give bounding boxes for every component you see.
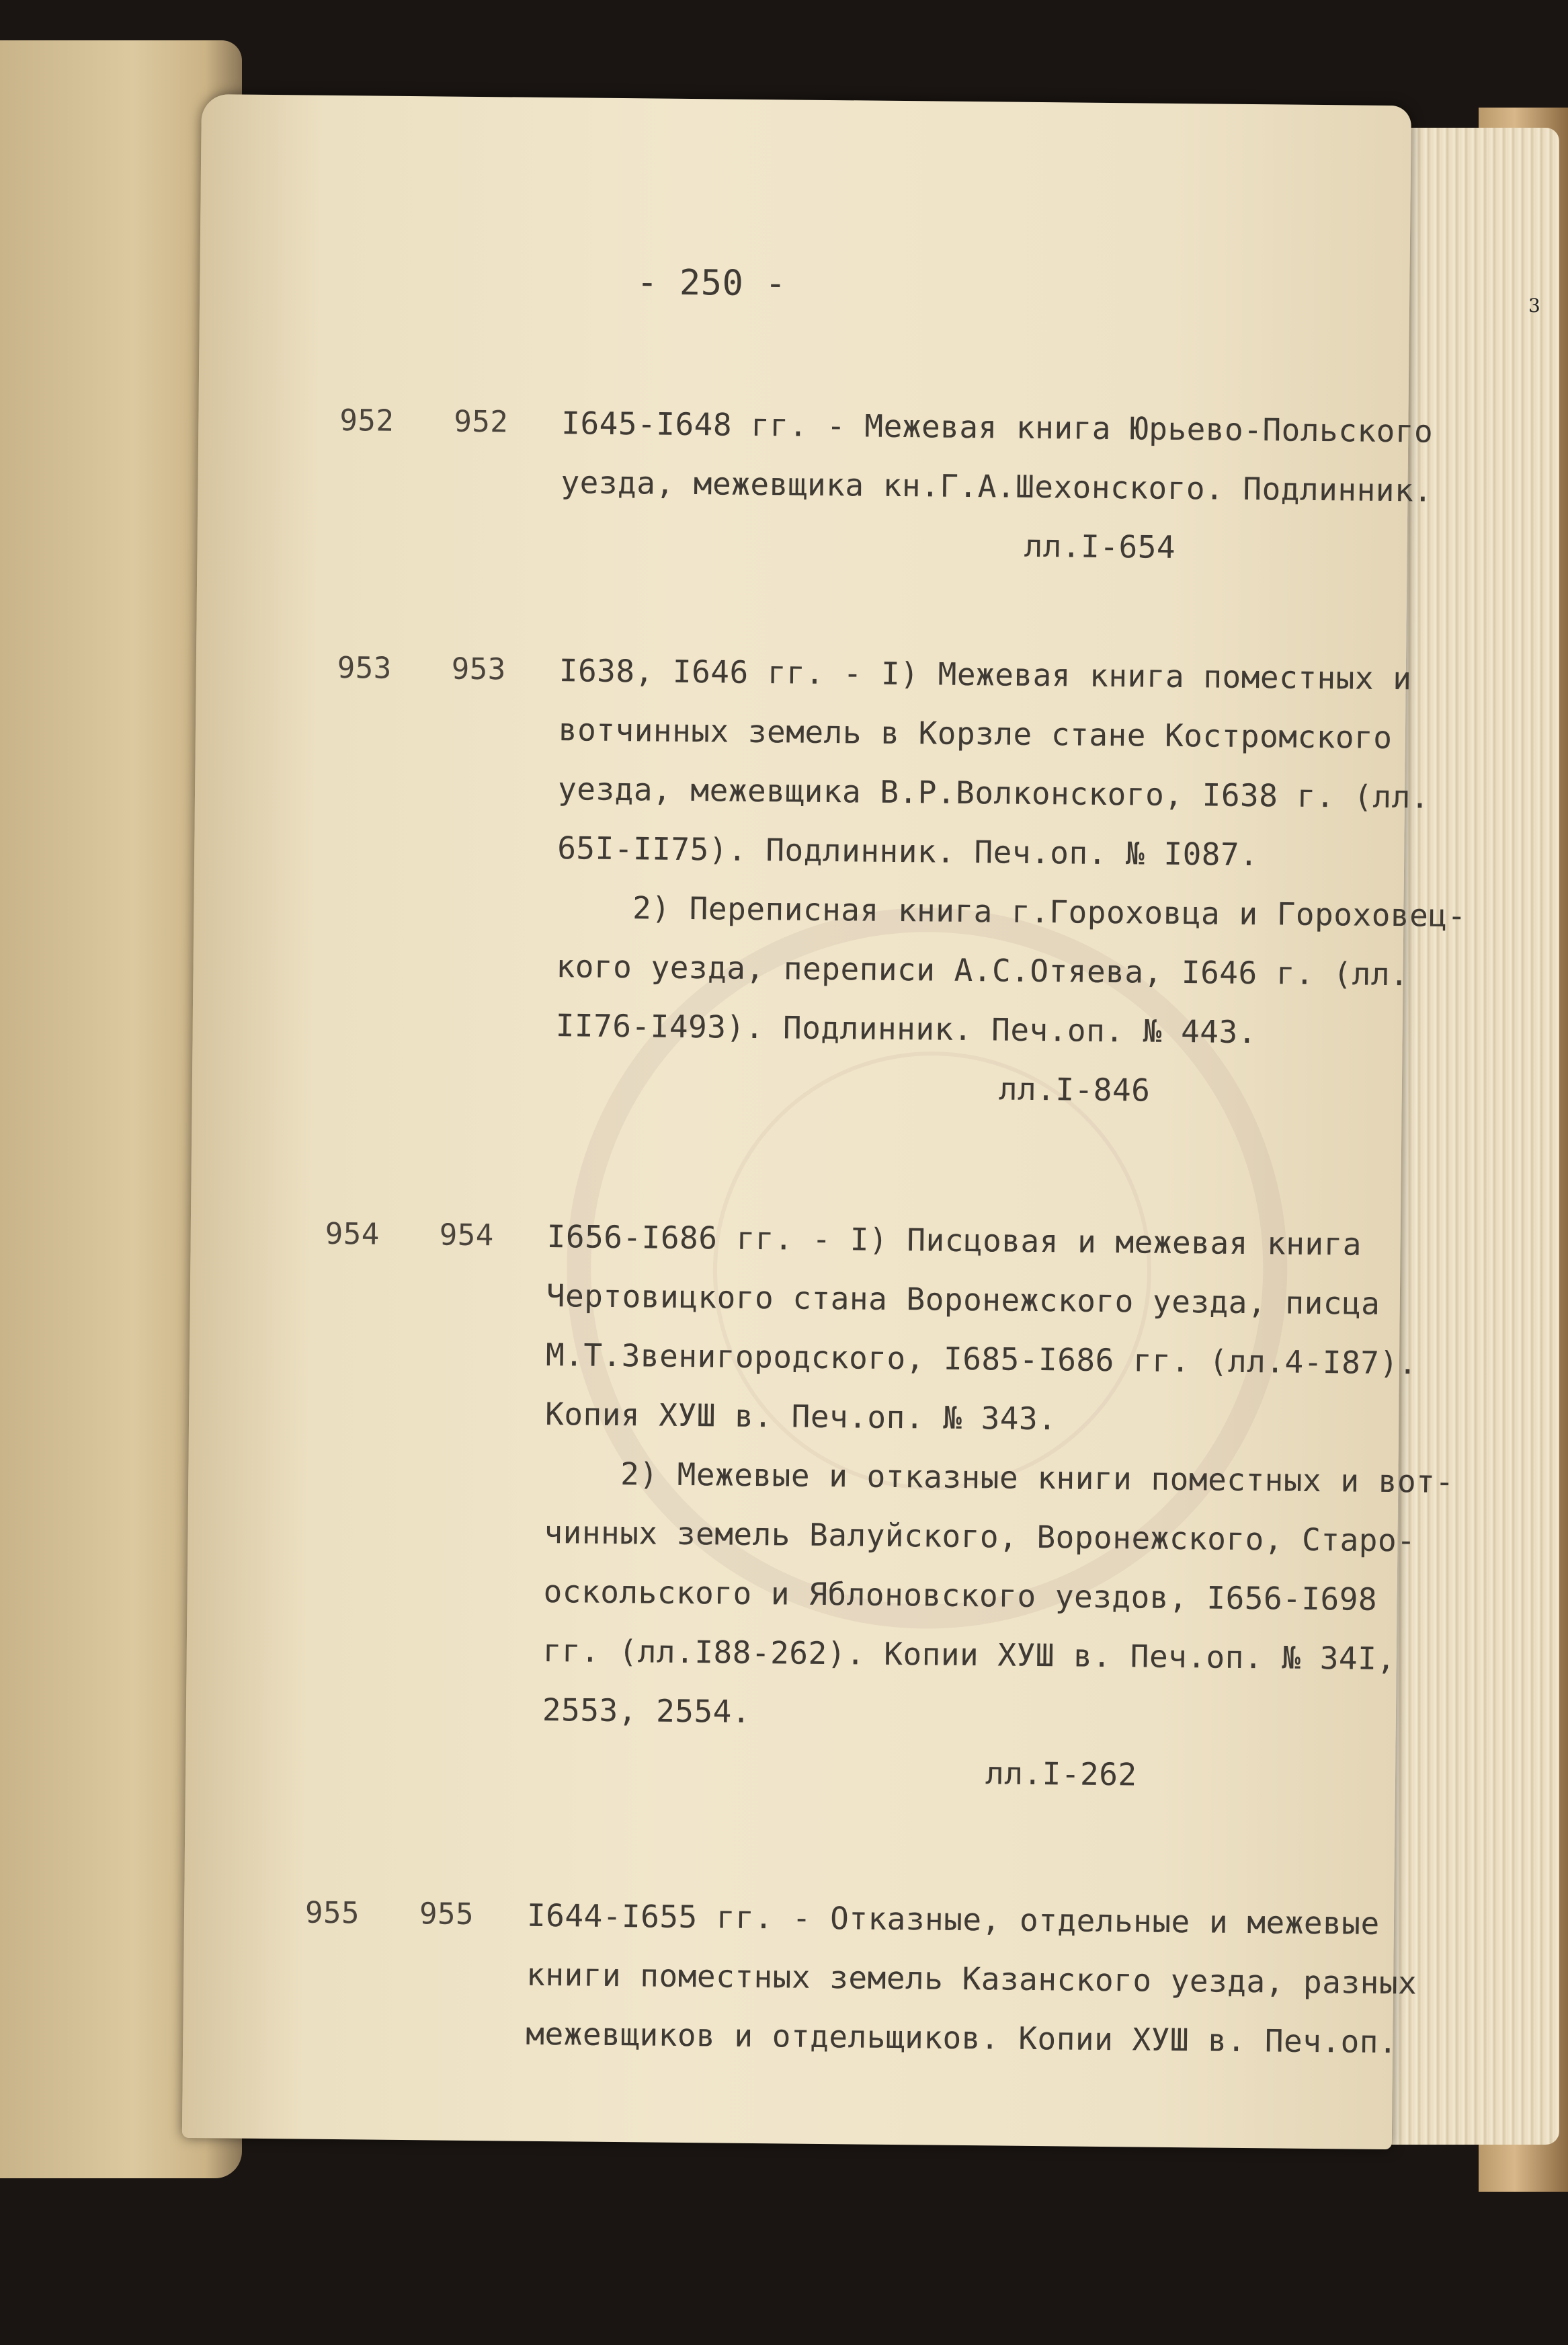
entry-line: уезда, межевщика кн.Г.А.Шехонского. Подлинник. — [561, 464, 1433, 509]
entry-line: I645-I648 гг. - Межевая книга Юрьево-Польского — [561, 405, 1434, 450]
entry-folio: лл.I-846 — [998, 1070, 1151, 1109]
entry-line: I638, I646 гг. - I) Межевая книга поместных и — [559, 652, 1412, 697]
entry-line: книги поместных земель Казанского уезда, разных — [526, 1956, 1417, 2001]
entry-line: 2) Межевые и отказные книги поместных и вот- — [544, 1454, 1454, 1500]
entry-number-b: 955 — [419, 1897, 474, 1932]
entry-number-b: 953 — [451, 651, 507, 687]
entry-line: М.Т.Звенигородского, I685-I686 гг. (лл.4-I87). — [545, 1337, 1418, 1382]
entry-line: уезда, межевщика В.Р.Волконского, I638 г. (лл. — [557, 770, 1430, 816]
entry-line: 65I-II75). Подлинник. Печ.оп. № I087. — [557, 830, 1259, 873]
entry-line: Копия ХУШ в. Печ.оп. № 343. — [544, 1395, 1057, 1437]
entry-line: I656-I686 гг. - I) Писцовая и межевая книга — [546, 1218, 1362, 1263]
entry-number-a: 953 — [337, 650, 393, 686]
entry-line: гг. (лл.I88-262). Копии ХУШ в. Печ.оп. № 34I, — [542, 1632, 1396, 1677]
entry-number-a: 952 — [339, 403, 395, 438]
entry-number-b: 952 — [454, 404, 509, 440]
entry-line: Чертовицкого стана Воронежского уезда, писца — [546, 1277, 1380, 1322]
entry-line: II76-I493). Подлинник. Печ.оп. № 443. — [555, 1007, 1257, 1051]
entry-line: вотчинных земель в Корзле стане Костромского — [558, 711, 1393, 756]
page-number: - 250 - — [636, 262, 787, 305]
entry-line: кого уезда, переписи А.С.Отяева, I646 г. (лл. — [556, 948, 1409, 993]
entry-folio: лл.I-654 — [1024, 527, 1176, 565]
entry-line: оскольского и Яблоновского уездов, I656-I698 — [543, 1573, 1378, 1618]
entry-line: 2) Переписная книга г.Гороховца и Гороховец- — [556, 889, 1467, 935]
entry-line: 2553, 2554. — [542, 1691, 751, 1730]
entry-number-a: 955 — [304, 1895, 360, 1931]
entry-folio: лл.I-262 — [985, 1755, 1137, 1793]
cover-mark: 3 — [1528, 294, 1540, 317]
entry-line: межевщиков и отдельщиков. Копии ХУШ в. Печ.оп. — [526, 2015, 1398, 2061]
entry-number-a: 954 — [325, 1216, 380, 1252]
entry-number-b: 954 — [439, 1218, 494, 1253]
document-page — [182, 94, 1467, 2149]
entry-line: чинных земель Валуйского, Воронежского, Старо- — [544, 1513, 1416, 1559]
entry-line: I644-I655 гг. - Отказные, отдельные и межевые — [526, 1897, 1380, 1942]
